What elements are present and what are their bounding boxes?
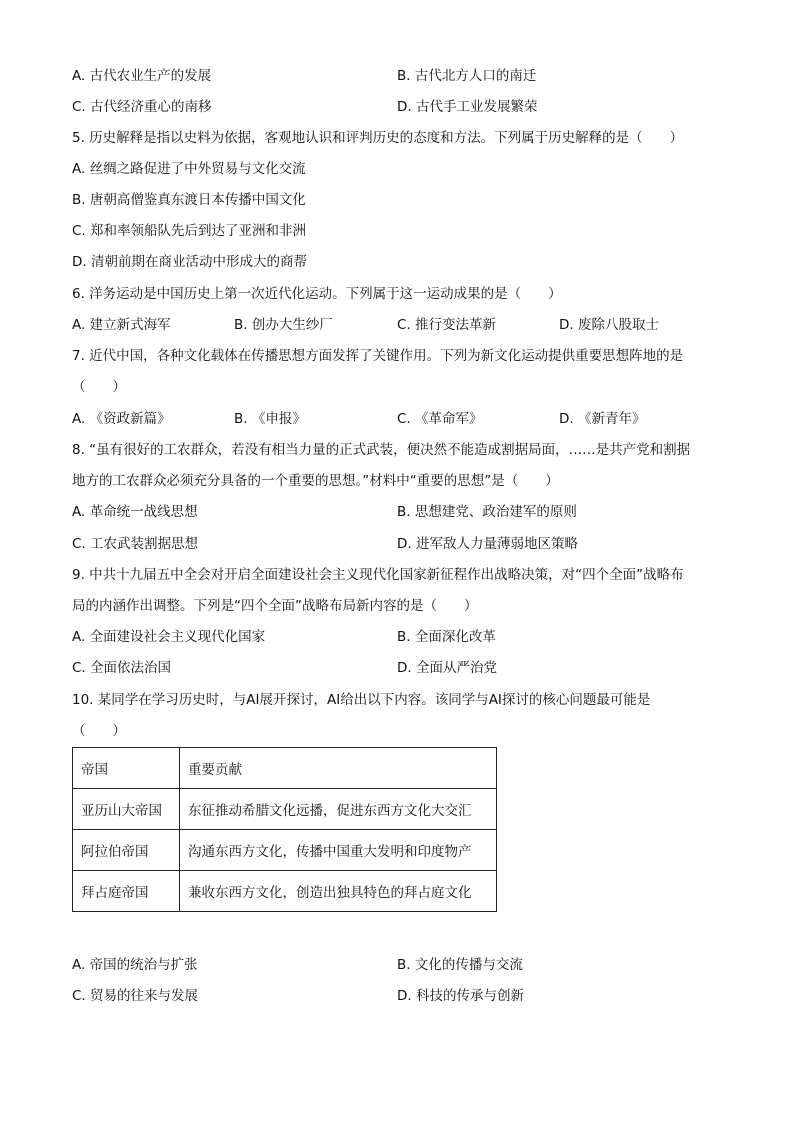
q6-options <box>72 315 732 335</box>
q8-option-a[interactable]: A. 革命统一战线思想 <box>72 504 198 520</box>
table-header-row <box>73 748 497 789</box>
table-header-contribution: 重要贡献 <box>180 748 497 789</box>
q10-option-d[interactable]: D. 科技的传承与创新 <box>397 988 524 1004</box>
table-cell-contribution: 兼收东西方文化，创造出独具特色的拜占庭文化 <box>180 871 497 912</box>
q9-option-a[interactable]: A. 全面建设社会主义现代化国家 <box>72 629 266 645</box>
table-cell-contribution: 沟通东西方文化，传播中国重大发明和印度物产 <box>180 830 497 871</box>
q8-option-row-1 <box>72 502 732 522</box>
q9-option-c[interactable]: C. 全面依法治国 <box>72 660 172 676</box>
q7-option-b[interactable]: B. 《申报》 <box>234 411 306 427</box>
q7-option-c[interactable]: C. 《革命军》 <box>397 411 483 427</box>
table-header-empire: 帝国 <box>73 748 180 789</box>
empire-table <box>72 747 497 912</box>
q10-option-b[interactable]: B. 文化的传播与交流 <box>397 957 523 973</box>
q10-option-a[interactable]: A. 帝国的统治与扩张 <box>72 957 198 973</box>
q10-stem-line-2: （ ） <box>72 723 126 739</box>
table-row <box>73 871 497 912</box>
q10-option-row-2 <box>72 986 732 1006</box>
q9-option-d[interactable]: D. 全面从严治党 <box>397 660 497 676</box>
q6-option-d[interactable]: D. 废除八股取士 <box>559 317 659 333</box>
table-row <box>73 789 497 830</box>
q10-stem-line-1: 10. 某同学在学习历史时，与AI展开探讨，AI给出以下内容。该同学与AI探讨的核心问题最可能是 <box>72 692 651 708</box>
q9-option-row-1 <box>72 627 732 647</box>
q4-option-d[interactable]: D. 古代手工业发展繁荣 <box>397 99 538 115</box>
q4-option-c[interactable]: C. 古代经济重心的南移 <box>72 99 212 115</box>
q4-option-row-1 <box>72 66 732 86</box>
q5-option-b[interactable]: B. 唐朝高僧鉴真东渡日本传播中国文化 <box>72 192 306 208</box>
q7-options <box>72 409 732 429</box>
q9-stem-line-1: 9. 中共十九届五中全会对开启全面建设社会主义现代化国家新征程作出战略决策，对“四个全面”战略布 <box>72 567 684 583</box>
q9-option-row-2 <box>72 658 732 678</box>
q4-option-a[interactable]: A. 古代农业生产的发展 <box>72 68 212 84</box>
q5-option-d[interactable]: D. 清朝前期在商业活动中形成大的商帮 <box>72 254 307 270</box>
q6-option-b[interactable]: B. 创办大生纱厂 <box>234 317 333 333</box>
q7-option-d[interactable]: D. 《新青年》 <box>559 411 646 427</box>
q7-stem-line-1: 7. 近代中国，各种文化载体在传播思想方面发挥了关键作用。下列为新文化运动提供重要思想阵地的是 <box>72 348 684 364</box>
q4-option-b[interactable]: B. 古代北方人口的南迁 <box>397 68 537 84</box>
q8-option-row-2 <box>72 534 732 554</box>
table-row <box>73 830 497 871</box>
q7-stem-line-2: （ ） <box>72 379 126 395</box>
q8-stem-line-2: 地方的工农群众必须充分具备的一个重要的思想。”材料中“重要的思想”是（ ） <box>72 473 559 489</box>
table-cell-empire: 亚历山大帝国 <box>73 789 180 830</box>
q10-option-row-1 <box>72 955 732 975</box>
q8-option-b[interactable]: B. 思想建党、政治建军的原则 <box>397 504 577 520</box>
q7-option-a[interactable]: A. 《资政新篇》 <box>72 411 171 427</box>
q5-stem: 5. 历史解释是指以史料为依据，客观地认识和评判历史的态度和方法。下列属于历史解释的是（ ） <box>72 130 684 146</box>
q8-option-d[interactable]: D. 进军敌人力量薄弱地区策略 <box>397 536 578 552</box>
q5-option-a[interactable]: A. 丝绸之路促进了中外贸易与文化交流 <box>72 161 306 177</box>
table-cell-empire: 阿拉伯帝国 <box>73 830 180 871</box>
q5-option-c[interactable]: C. 郑和率领船队先后到达了亚洲和非洲 <box>72 223 307 239</box>
q6-option-a[interactable]: A. 建立新式海军 <box>72 317 171 333</box>
q9-option-b[interactable]: B. 全面深化改革 <box>397 629 496 645</box>
q10-option-c[interactable]: C. 贸易的往来与发展 <box>72 988 199 1004</box>
q8-stem-line-1: 8. “虽有很好的工农群众，若没有相当力量的正式武装，便决然不能造成割据局面，……是共产党和割据 <box>72 442 691 458</box>
q6-option-c[interactable]: C. 推行变法革新 <box>397 317 497 333</box>
q4-option-row-2 <box>72 97 732 117</box>
q9-stem-line-2: 局的内涵作出调整。下列是“四个全面”战略布局新内容的是（ ） <box>72 598 478 614</box>
q8-option-c[interactable]: C. 工农武装割据思想 <box>72 536 199 552</box>
q6-stem: 6. 洋务运动是中国历史上第一次近代化运动。下列属于这一运动成果的是（ ） <box>72 286 562 302</box>
table-cell-empire: 拜占庭帝国 <box>73 871 180 912</box>
table-cell-contribution: 东征推动希腊文化远播，促进东西方文化大交汇 <box>180 789 497 830</box>
